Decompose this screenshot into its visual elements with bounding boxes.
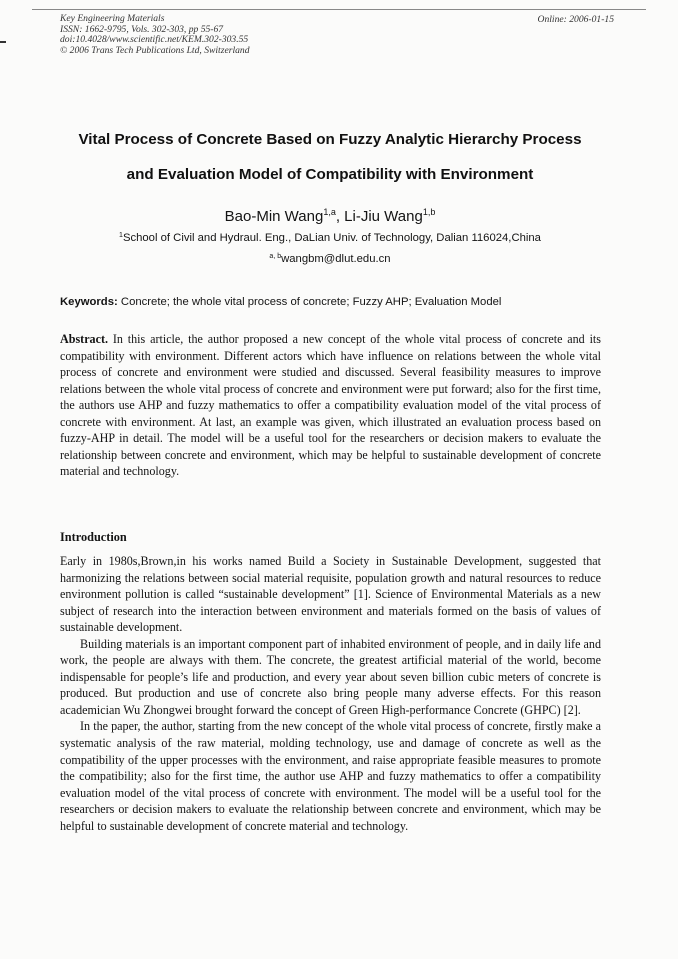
- keywords: [60, 296, 620, 308]
- paper-title-line-1: Vital Process of Concrete Based on Fuzzy Analytic Hierarchy Process: [78, 131, 582, 148]
- copyright-line: © 2006 Trans Tech Publications Ltd, Switzerland: [60, 44, 250, 56]
- author-list: [40, 207, 620, 225]
- author-name: Bao-Min Wang: [224, 208, 324, 225]
- publication-info: [60, 14, 250, 56]
- journal-name: Key Engineering Materials: [60, 13, 165, 24]
- doi-line: doi:10.4028/www.scientific.net/KEM.302-303.55: [60, 34, 249, 46]
- keywords-label: Keywords:: [60, 296, 118, 308]
- abstract-text: In this article, the author proposed a new concept of the whole vital process of concrete and its compatibility with environment. Different actors which have influence on relations between the whole vital process of concrete and environment were studied and discussed. Several feasibility measures to improve relations between the whole vital process of concrete and environment were put forward; also for the first time, the authors use AHP and fuzzy mathematics to offer a compatibility evaluation model of the vital process of concrete with environment. At last, an example was given, which illustrated an evaluation process based on fuzzy-AHP in detail. The model will be a useful tool for the researchers or decision makers to evaluate the relationship between concrete and environment, which may be helpful to sustainable development of concrete material and technology.: [60, 332, 601, 479]
- issn-line: ISSN: 1662-9795, Vols. 302-303, pp 55-67: [60, 23, 224, 35]
- author-email: [40, 253, 620, 265]
- paragraph: In the paper, the author, starting from the new concept of the whole vital process of concrete, firstly make a systematic analysis of the raw material, molding technology, use and damage of concrete as well as the compatibility of the upper processes with the environment, and raise appropriate feasible measures to promote the compatibility; also for the first time, the author use AHP and fuzzy mathematics to offer a compatibility evaluation model of the vital process of concrete with environment. The model will be a useful tool for the researchers or decision makers to evaluate the relationship between concrete and environment, which may be helpful to sustainable development of concrete material and technology.: [60, 719, 601, 833]
- section-heading-introduction: Introduction: [60, 530, 127, 544]
- author-separator: ,: [335, 208, 345, 225]
- introduction-body: [60, 553, 601, 834]
- author-affiliation-mark: 1,a: [323, 207, 336, 217]
- email-mark: a, b: [269, 253, 282, 260]
- email-text: wangbm@dlut.edu.cn: [281, 253, 391, 265]
- affiliation-text: School of Civil and Hydraul. Eng., DaLian Univ. of Technology, Dalian 116024,China: [122, 232, 541, 244]
- online-date: Online: 2006-01-15: [537, 14, 614, 25]
- keywords-text: Concrete; the whole vital process of concrete; Fuzzy AHP; Evaluation Model: [117, 296, 502, 308]
- affiliation-mark: 1: [119, 232, 123, 239]
- paragraph: Early in 1980s,Brown,in his works named Build a Society in Sustainable Development, suggested that harmonizing the relations between social material requisite, population growth and natural resources to reduce environment pollution is called “sustainable development” [1]. Science of Environmental Materials as a new subject of research into the interaction between environment and materials formed on the basis of values of sustainable development.: [60, 554, 601, 635]
- author-affiliation-mark: 1,b: [422, 207, 436, 217]
- author-name: Li-Jiu Wang: [344, 208, 423, 225]
- paragraph: Building materials is an important component part of inhabited environment of people, and in daily life and work, the people are always with them. The concrete, the greatest artificial material of the world, become indispensable for people’s life and production, and every year about seven billion cubic meters of concrete is produced. But production and use of concrete also bring people many adverse effects. For this reason academician Wu Zhongwei brought forward the concept of Green High-performance Concrete (GHPC) [2].: [60, 636, 601, 717]
- abstract-label: Abstract.: [60, 332, 109, 346]
- abstract: [60, 331, 601, 480]
- header-rule: [32, 9, 646, 10]
- margin-mark: [0, 41, 6, 43]
- paper-title-line-2: and Evaluation Model of Compatibility with Environment: [126, 166, 534, 183]
- affiliation: [40, 232, 620, 244]
